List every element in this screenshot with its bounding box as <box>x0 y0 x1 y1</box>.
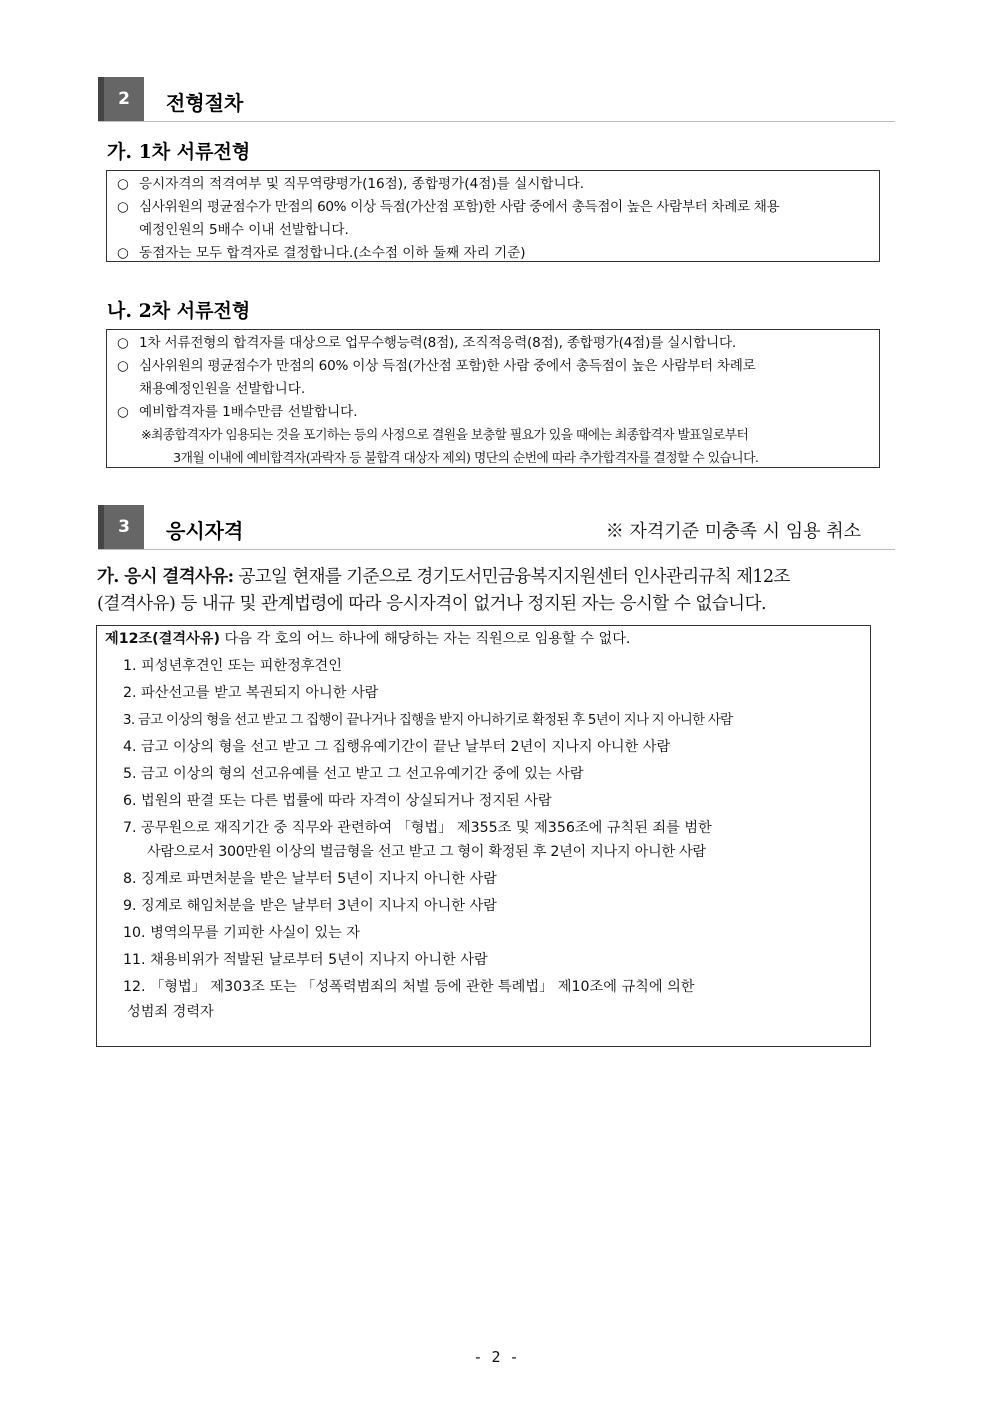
page-number: - 2 - <box>473 1348 519 1366</box>
reference-mark-icon: ※ <box>141 428 152 443</box>
list-item: ○ 동점자는 모두 합격자로 결정합니다.(소수점 이하 둘째 자리 기준) <box>117 242 871 265</box>
disqualification-label: 가. 응시 결격사유: <box>97 567 234 587</box>
subheading-second-screening: 나. 2차 서류전형 <box>107 300 251 322</box>
law-item: 10. 병역의무를 기피한 사실이 있는 자 <box>123 925 360 941</box>
list-item-continuation: 채용예정인원을 선발합니다. <box>139 381 306 397</box>
section-2-title: 전형절차 <box>166 91 244 115</box>
law-item-continuation: 성범죄 경력자 <box>127 1004 214 1020</box>
circle-bullet-icon: ○ <box>117 335 129 351</box>
law-item: 3. 금고 이상의 형을 선고 받고 그 집행이 끝나거나 집행을 받지 아니하기로 확정된 후 5년이 지나 지 아니한 사람 <box>123 713 733 728</box>
list-item: ○ 응시자격의 적격여부 및 직무역량평가(16점), 종합평가(4점)를 실시합니다. <box>117 173 871 196</box>
article-12-heading: 제12조(결격사유) 다음 각 호의 어느 하나에 해당하는 자는 직원으로 임용할 수 없다. <box>105 631 631 647</box>
section-3-header <box>98 505 895 550</box>
circle-bullet-icon: ○ <box>117 245 129 261</box>
list-item: ○ 심사위원의 평균점수가 만점의 60% 이상 득점(가산점 포함)한 사람 중에서 총득점이 높은 사람부터 차례로 채용 <box>117 196 871 219</box>
article-12-box <box>96 625 871 1047</box>
subheading-first-screening: 가. 1차 서류전형 <box>107 141 251 163</box>
law-item: 2. 파산선고를 받고 복권되지 아니한 사람 <box>123 685 379 701</box>
circle-bullet-icon: ○ <box>117 176 129 192</box>
circle-bullet-icon: ○ <box>117 358 129 374</box>
law-item: 7. 공무원으로 재직기간 중 직무와 관련하여 「형법」 제355조 및 제356조에 규칙된 죄를 범한 <box>123 820 712 836</box>
circle-bullet-icon: ○ <box>117 404 129 420</box>
first-screening-box <box>106 170 880 262</box>
list-item: ○ 심사위원의 평균점수가 만점의 60% 이상 득점(가산점 포함)한 사람 중에서 총득점이 높은 사람부터 차례로 <box>117 355 871 378</box>
list-item: ○ 1차 서류전형의 합격자를 대상으로 업무수행능력(8점), 조직적응력(8점), 종합평가(4점)를 실시합니다. <box>117 332 871 355</box>
law-item: 5. 금고 이상의 형의 선고유예를 선고 받고 그 선고유예기간 중에 있는 사람 <box>123 766 584 782</box>
list-item: ○ 예비합격자를 1배수만큼 선발합니다. <box>117 401 871 424</box>
law-item-continuation: 사람으로서 300만원 이상의 벌금형을 선고 받고 그 형이 확정된 후 2년이 지나지 아니한 사람 <box>147 844 706 860</box>
section-2-number: 2 <box>98 77 144 121</box>
law-item: 1. 피성년후견인 또는 피한정후견인 <box>123 658 342 674</box>
law-item: 8. 징계로 파면처분을 받은 날부터 5년이 지나지 아니한 사람 <box>123 871 497 887</box>
law-item: 12. 「형법」 제303조 또는 「성폭력범죄의 처벌 등에 관한 특례법」 제10조에 규칙에 의한 <box>123 979 695 995</box>
section-3-number: 3 <box>98 505 144 549</box>
section-3-note: ※ 자격기준 미충족 시 임용 취소 <box>605 521 861 542</box>
second-screening-box <box>106 329 880 468</box>
circle-bullet-icon: ○ <box>117 199 129 215</box>
note-line: ※ 최종합격자가 임용되는 것을 포기하는 등의 사정으로 결원을 보충할 필요가 있을 때에는 최종합격자 발표일로부터 <box>117 424 871 447</box>
section-2-header <box>98 77 895 122</box>
law-item: 4. 금고 이상의 형을 선고 받고 그 집행유예기간이 끝난 날부터 2년이 지나지 아니한 사람 <box>123 739 671 755</box>
law-item: 6. 법원의 판결 또는 다른 법률에 따라 자격이 상실되거나 정지된 사람 <box>123 793 552 809</box>
section-3-title: 응시자격 <box>166 519 244 543</box>
disqualification-paragraph: 가. 응시 결격사유: 공고일 현재를 기준으로 경기도서민금융복지지원센터 인사관리규칙 제12조 (결격사유) 등 내규 및 관계법령에 따라 응시자격이 없거나 정지된 자는 응시할 수 없습니다. <box>97 567 790 614</box>
law-item: 11. 채용비위가 적발된 날로부터 5년이 지나지 아니한 사람 <box>123 952 488 968</box>
note-continuation: 3개월 이내에 예비합격자(과락자 등 불합격 대상자 제외) 명단의 순번에 따라 추가합격자를 결정할 수 있습니다. <box>173 451 759 466</box>
list-item-continuation: 예정인원의 5배수 이내 선발합니다. <box>139 222 349 238</box>
law-item: 9. 징계로 해임처분을 받은 날부터 3년이 지나지 아니한 사람 <box>123 898 497 914</box>
